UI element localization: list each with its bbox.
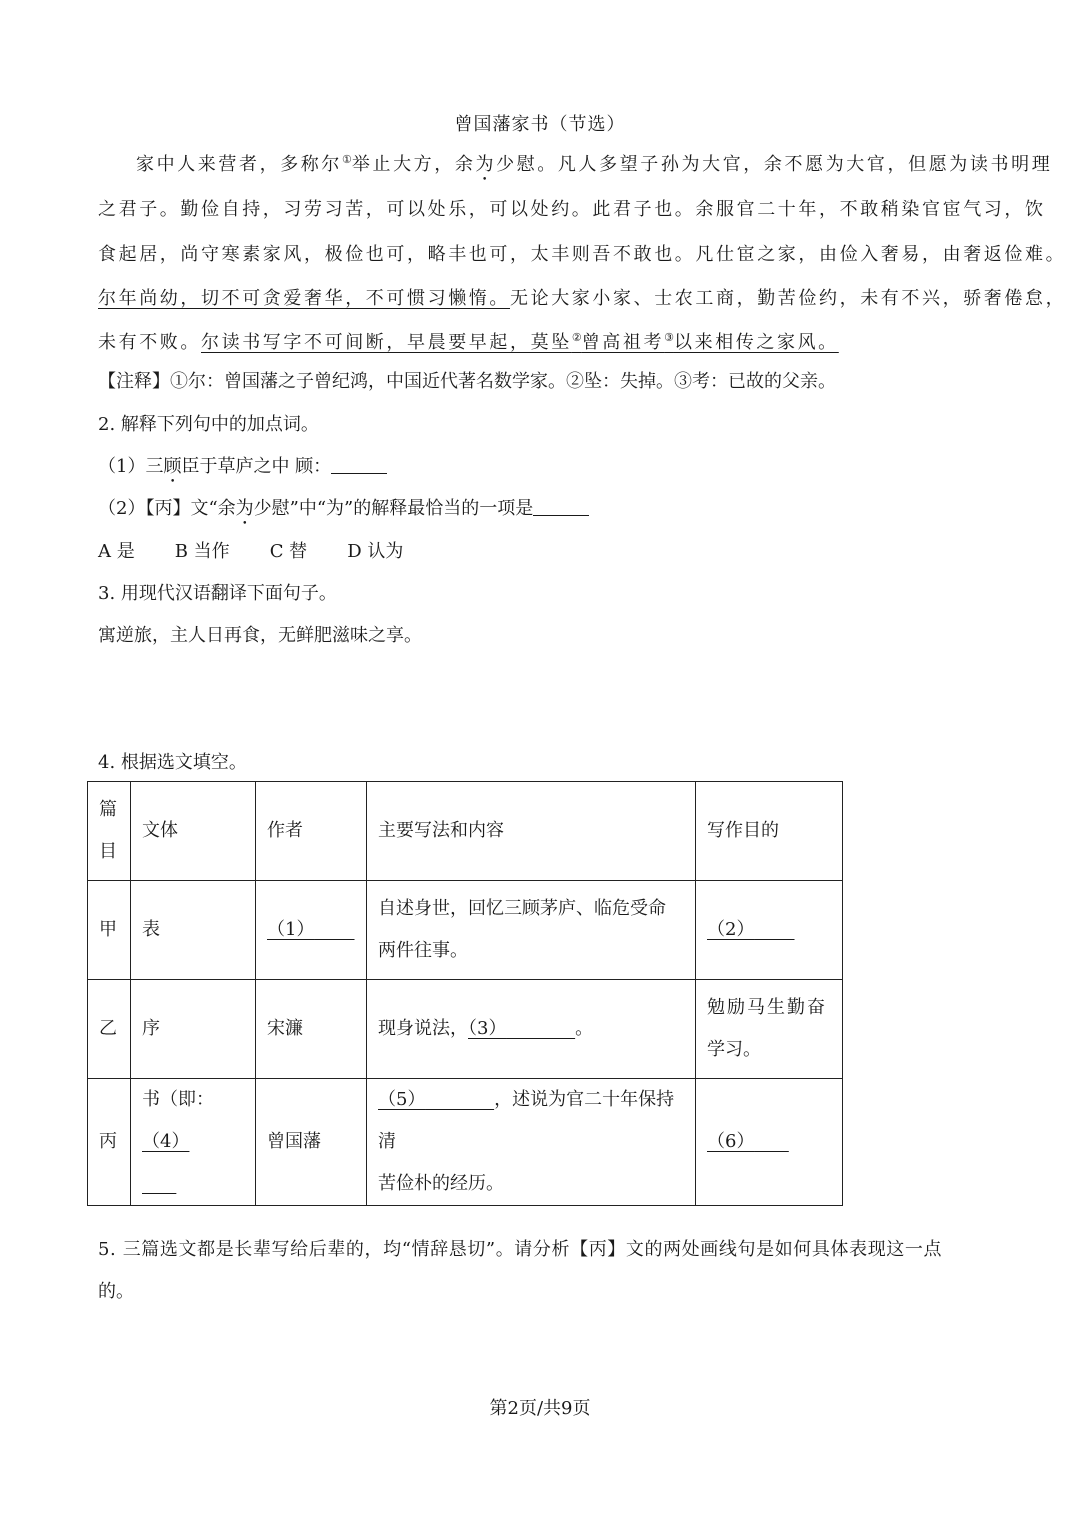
question-2-options — [98, 537, 443, 563]
table-row: 甲 表 （1） 自述身世，回忆三顾茅庐、临危受命 两件往事。 （2） — [88, 881, 843, 980]
passage-line-1: 家中人来营者，多称尔①举止大方，余为少慰。凡人多望子孙为大官，余不愿为大官，但愿为读书明理 — [136, 153, 1053, 175]
page-number: 第2页/共9页 — [489, 1398, 591, 1419]
passage-line-2: 之君子。勤俭自持，习劳习苦，可以处乐，可以处约。此君子也。余服官二十年，不敢稍染官宦气习，饮 — [98, 199, 1046, 220]
option-c[interactable]: C 替 — [269, 541, 308, 562]
passage-line-4: 尔年尚幼，切不可贪爱奢华，不可惯习懒惰。无论大家小家、士农工商，勤苦俭约，未有不兴，骄奢倦怠， — [98, 288, 1067, 309]
question-3-sentence: 寓逆旅，主人日再食，无鲜肥滋味之享。 — [98, 625, 422, 646]
passage-title: 曾国藩家书（节选） — [454, 114, 626, 135]
dotted-word: 为 — [235, 498, 254, 519]
footnote-marker-1: ① — [342, 153, 352, 166]
question-2-title: 2. 解释下列句中的加点词。 — [98, 414, 319, 435]
fill-in-table — [87, 781, 843, 1206]
answer-blank[interactable]: （6） — [707, 1131, 755, 1152]
question-2-item-2: （2）【丙】文“余为少慰”中“为”的解释最恰当的一项是 — [98, 494, 589, 529]
question-4-title: 4. 根据选文填空。 — [98, 752, 247, 773]
table-header-row: 篇 目 文体 作者 主要写法和内容 写作目的 — [88, 782, 843, 881]
question-5-line-1: 5. 三篇选文都是长辈写给后辈的，均“情辞恳切”。请分析【丙】文的两处画线句是如何具体表现这一点 — [98, 1239, 943, 1260]
question-2-item-1: （1）三顾臣于草庐之中 顾： — [98, 452, 387, 487]
dotted-word: 为 — [475, 154, 497, 175]
answer-blank[interactable]: （3） — [468, 1018, 507, 1039]
question-3-title: 3. 用现代汉语翻译下面句子。 — [98, 583, 337, 604]
option-b[interactable]: B 当作 — [174, 541, 230, 562]
footnote-marker-3: ③ — [664, 331, 674, 344]
table-row: 丙 书（即：（4） 曾国藩 （5） ，述说为官二十年保持清 苦俭朴的经历。 （6） — [88, 1079, 843, 1206]
table-row: 乙 序 宋濂 现身说法，（3） 。 勉励马生勤奋 学习。 — [88, 980, 843, 1079]
answer-blank[interactable] — [533, 497, 589, 516]
dotted-word: 顾 — [163, 456, 182, 477]
answer-blank[interactable]: （1） — [267, 919, 315, 940]
footnote-marker-2: ② — [571, 331, 582, 344]
annotation-note: 【注释】①尔：曾国藩之子曾纪鸿，中国近代著名数学家。②坠：失掉。③考：已故的父亲。 — [98, 371, 836, 392]
underlined-sentence-2: 尔读书写字不可间断，早晨要早起，莫坠②曾高祖考③以来相传之家风。 — [201, 331, 839, 353]
underlined-sentence-1: 尔年尚幼，切不可贪爱奢华，不可惯习懒惰。 — [98, 288, 510, 309]
answer-blank[interactable] — [331, 455, 387, 474]
passage-line-3: 食起居，尚守寒素家风，极俭也可，略丰也可，太丰则吾不敢也。凡仕宦之家，由俭入奢易，由奢返俭难。 — [98, 244, 1067, 265]
question-5-line-2: 的。 — [98, 1281, 134, 1302]
passage-line-5: 未有不败。尔读书写字不可间断，早晨要早起，莫坠②曾高祖考③以来相传之家风。 — [98, 331, 839, 353]
option-a[interactable]: A 是 — [98, 541, 135, 562]
answer-blank[interactable]: （4） — [142, 1131, 190, 1152]
option-d[interactable]: D 认为 — [347, 541, 404, 562]
answer-blank[interactable]: （2） — [707, 919, 755, 940]
answer-blank[interactable]: （5） — [378, 1089, 426, 1110]
passage — [98, 150, 1067, 360]
